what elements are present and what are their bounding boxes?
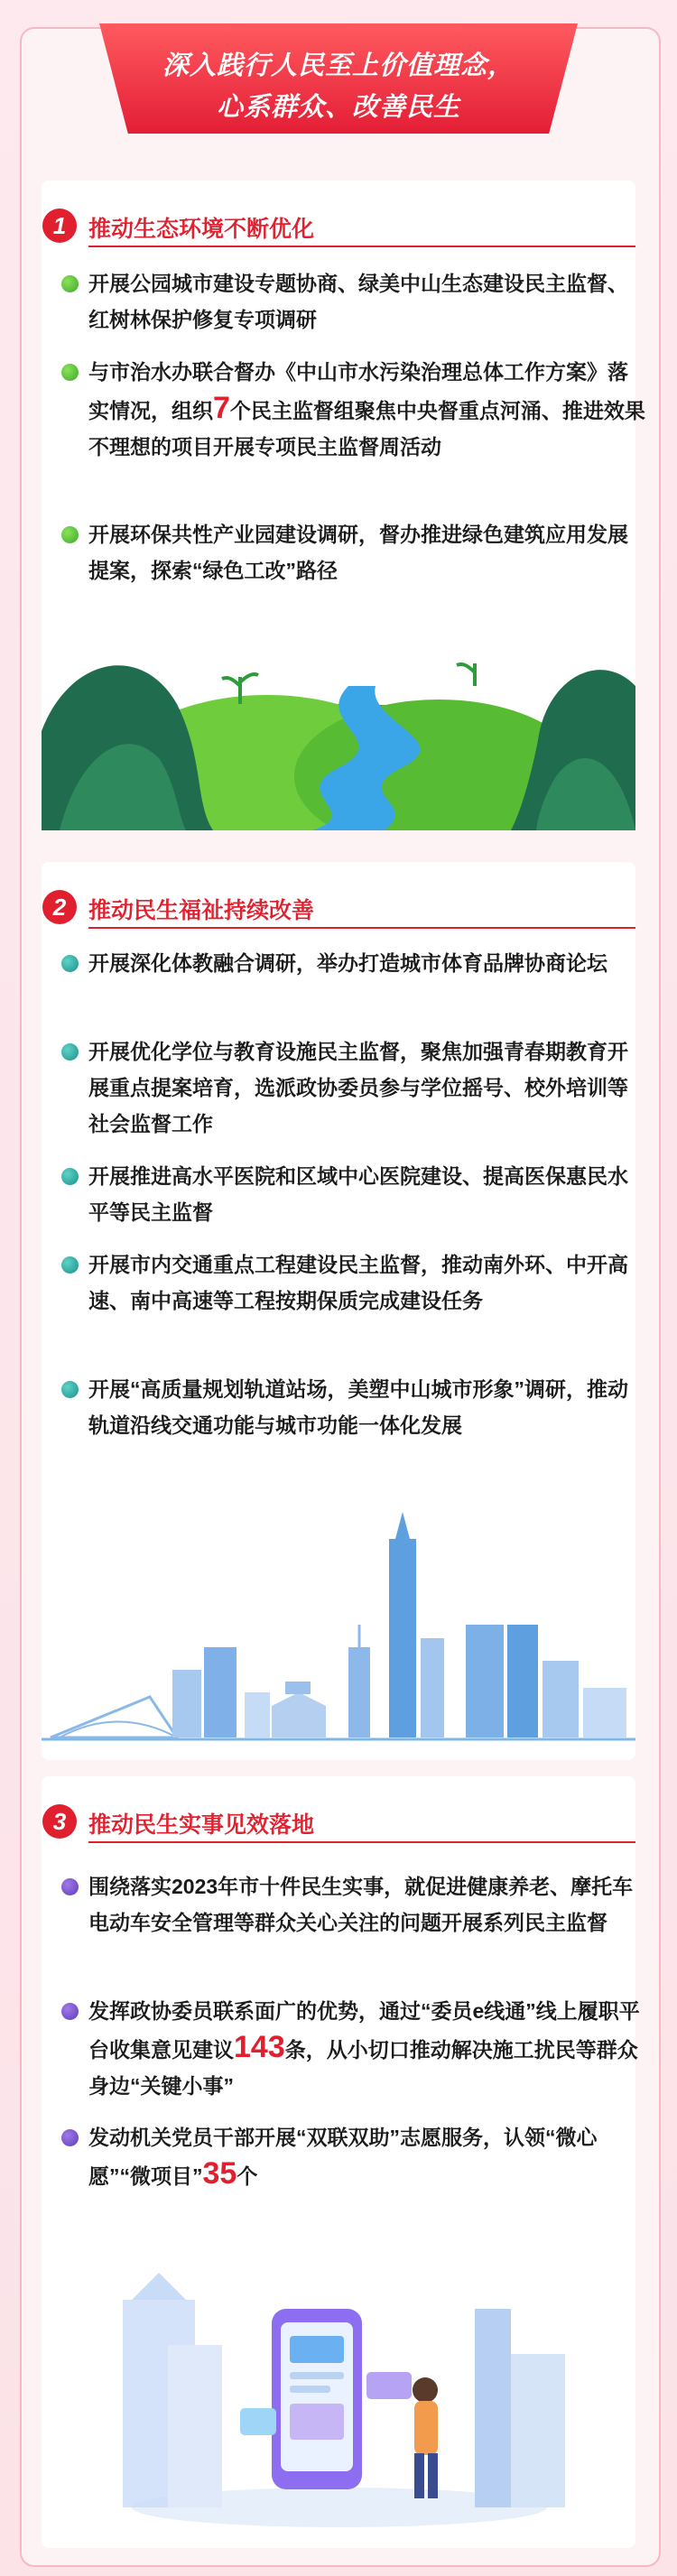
item-text: 开展推进高水平医院和区域中心医院建设、提高医保惠民水平等民主监督: [88, 1164, 628, 1224]
bullet-icon: [61, 955, 79, 972]
bullet-icon: [61, 1381, 79, 1398]
section1-card: [42, 181, 645, 830]
bullet-icon: [61, 1878, 79, 1895]
bullet-icon: [61, 275, 79, 292]
highlight-number: 143: [234, 2030, 285, 2064]
bullet-icon: [61, 2003, 79, 2020]
section2-header: [42, 887, 635, 927]
list-item: [61, 1246, 646, 1319]
item-text: 发挥政协委员联系面广的优势，通过“委员e线通”线上履职平台收集意见建议: [88, 1999, 640, 2062]
list-item: [61, 265, 646, 338]
item-text: 条，从小切口推动解决施工扰民等群众身边“关键小事”: [88, 2038, 638, 2098]
item-text: 开展公园城市建设专题协商、绿美中山生态建设民主监督、红树林保护修复专项调研: [88, 272, 628, 331]
list-item: [61, 516, 646, 588]
section3-card: [42, 1776, 640, 2548]
bullet-icon: [61, 2129, 79, 2146]
item-text: 开展优化学位与教育设施民主监督，聚焦加强青春期教育开展重点提案培育，选派政协委员参与学位摇号、校外培训等社会监督工作: [88, 1040, 628, 1135]
number-badge-icon: [42, 208, 78, 244]
bullet-icon: [61, 526, 79, 543]
section1-title: 推动生态环境不断优化: [88, 217, 315, 242]
section3-divider: [88, 1841, 635, 1843]
bullet-icon: [61, 364, 79, 381]
item-text: 开展深化体教融合调研，举办打造城市体育品牌协商论坛: [88, 951, 607, 975]
section3-number: 3: [52, 1808, 67, 1835]
section1-number: 1: [52, 212, 67, 239]
list-item: [61, 354, 646, 465]
item-text: 与市治水办联合督办《中山市水污染治理总体工作方案》落实情况，组织: [88, 360, 628, 422]
section2-title: 推动民生福祉持续改善: [88, 898, 315, 923]
list-item: [61, 1993, 646, 2104]
highlight-number: 7: [213, 391, 230, 425]
header-line2: 心系群众、改善民生: [216, 93, 460, 122]
list-item: [61, 1868, 646, 1941]
bullet-icon: [61, 1256, 79, 1274]
header-banner: [99, 23, 578, 134]
number-badge-icon: [42, 889, 78, 925]
item-text: 开展环保共性产业园建设调研，督办推进绿色建筑应用发展提案，探索“绿色工改”路径: [88, 523, 628, 582]
list-item: [61, 1033, 646, 1142]
item-text: 开展“高质量规划轨道站场，美塑中山城市形象”调研，推动轨道沿线交通功能与城市功能一体化发展: [88, 1377, 628, 1437]
list-item: [61, 1371, 646, 1443]
list-item: [61, 1158, 646, 1230]
section1-divider: [88, 246, 635, 247]
section3-title: 推动民生实事见效落地: [88, 1812, 315, 1838]
highlight-number: 35: [202, 2156, 237, 2191]
item-text: 开展市内交通重点工程建设民主监督，推动南外环、中开高速、南中高速等工程按期保质完成建设任务: [88, 1253, 628, 1312]
digital-service-illustration: [42, 2273, 635, 2534]
item-text: 围绕落实2023年市十件民生实事，就促进健康养老、摩托车电动车安全管理等群众关心关注的问题开展系列民主监督: [88, 1875, 634, 1934]
section2-number: 2: [52, 894, 67, 921]
bullet-icon: [61, 1043, 79, 1061]
section2-divider: [88, 927, 635, 929]
nature-illustration: [42, 623, 635, 830]
city-skyline-illustration: [42, 1512, 635, 1747]
section1-header: [42, 206, 635, 246]
item-text: 个: [236, 2164, 258, 2188]
header-line1: 深入践行人民至上价值理念，: [162, 51, 515, 80]
list-item: [61, 945, 646, 981]
number-badge-icon: [42, 1803, 78, 1839]
bullet-icon: [61, 1168, 79, 1185]
section2-card: [42, 862, 635, 1760]
item-text: 个民主监督组聚焦中央督重点河涌、推进效果不理想的项目开展专项民主监督周活动: [88, 399, 645, 459]
section3-header: [42, 1802, 635, 1841]
item-text: 发动机关党员干部开展“双联双助”志愿服务，认领“微心愿”“微项目”: [88, 2126, 598, 2188]
list-item: [61, 2119, 646, 2194]
